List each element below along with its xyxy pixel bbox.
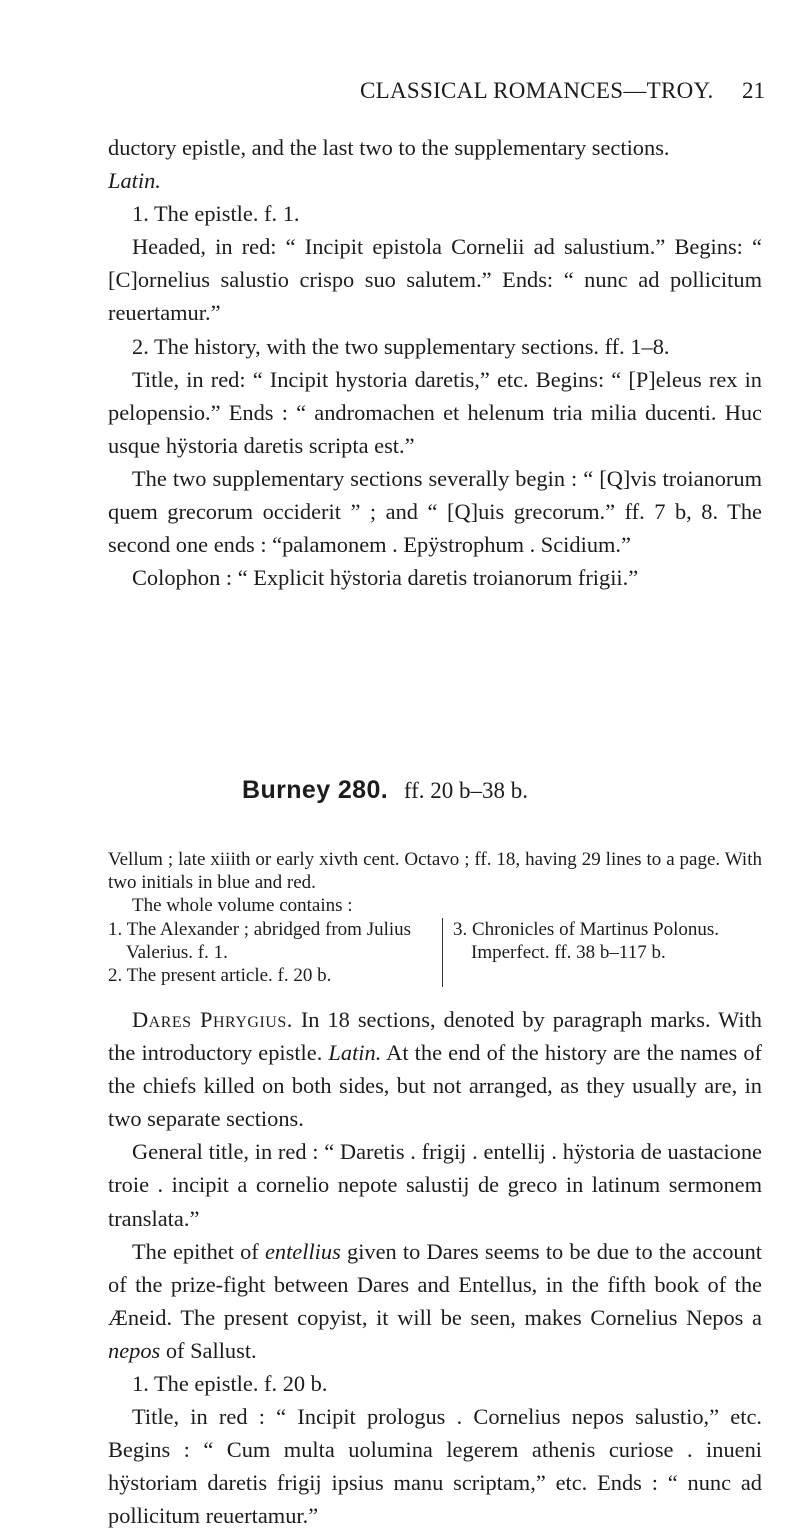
manuscript-heading — [242, 776, 742, 805]
prologue-incipit: Title, in red : “ Incipit prologus . Cornelius nepos salustio,” etc. Begins : “ Cum multa uolumina legerem athenis curiose . inueni hÿstoriam daretis frigij ipsius manu scriptam,” etc. Ends : “ nunc ad pollicitum reuertamur.” — [108, 1404, 762, 1529]
contents-left-column — [108, 918, 442, 988]
history-incipit: Title, in red: “ Incipit hystoria daretis,” etc. Begins: “ [P]eleus rex in pelopensio.” Ends : “ andromachen et helenum tria milia ducenti. Huc usque hÿstoria daretis scripta est.” — [108, 366, 762, 458]
general-title: General title, in red : “ Daretis . frigij . entellij . hÿstoria de uastacione troie . incipit a cornelio nepote salustij de greco in latinum sermonem translata.” — [108, 1139, 762, 1231]
physical-description: Vellum ; late xiiith or early xivth cent. Octavo ; ff. 18, having 29 lines to a page. With two initials in blue and red. — [108, 849, 762, 894]
bottom-section — [108, 1003, 762, 1533]
contents-item: 3. Chronicles of Martinus Polonus. Imperfect. ff. 38 b–117 b. — [453, 918, 719, 963]
contents-right-column — [442, 918, 753, 988]
manuscript-description — [108, 848, 762, 987]
item-epistle: 1. The epistle. f. 1. — [132, 201, 300, 227]
contents-columns — [108, 918, 762, 988]
language-note: Latin. — [108, 168, 161, 194]
paragraph-continuation: ductory epistle, and the last two to the supplementary sections. — [108, 135, 670, 160]
epistle-incipit: Headed, in red: “ Incipit epistola Cornelii ad salustium.” Begins: “ [C]ornelius salustio crispo suo salutem.” Ends: “ nunc ad pollicitum reuertamur.” — [108, 234, 762, 326]
epithet-note: The epithet of entellius given to Dares seems to be due to the account of the prize-fight between Dares and Entellus, in the fifth book of the Æneid. The present copyist, it will be seen, makes Cornelius Nepos a nepos of Sallust. — [108, 1238, 762, 1363]
contents-intro: The whole volume contains : — [132, 895, 353, 917]
article-intro: Dares Phrygius. In 18 sections, denoted by paragraph marks. With the introductory epistle. Latin. At the end of the history are the names of the chiefs killed on both sides, but not arranged, as they usually are, in two separate sections. — [108, 1007, 763, 1132]
manuscript-shelfmark: Burney 280. — [242, 776, 389, 804]
colophon: Colophon : “ Explicit hÿstoria daretis troianorum frigii.” — [132, 565, 639, 591]
contents-item: 1. The Alexander ; abridged from Julius Valerius. f. 1. — [108, 918, 412, 963]
top-section — [108, 131, 762, 594]
supplementary-sections: The two supplementary sections severally begin : “ [Q]vis troianorum quem grecorum occiderit ” ; and “ [Q]uis grecorum.” ff. 7 b, 8. The second one ends : “palamonem . Epÿstrophum . Scidium.” — [108, 465, 762, 558]
running-title: CLASSICAL ROMANCES—TROY. — [360, 78, 714, 103]
manuscript-folios: ff. 20 b–38 b. — [403, 778, 529, 803]
contents-item: 2. The present article. f. 20 b. — [108, 965, 332, 987]
item-history: 2. The history, with the two supplementary sections. ff. 1–8. — [132, 333, 670, 359]
author-name: Dares Phrygius. — [132, 1007, 293, 1032]
page-number: 21 — [742, 78, 765, 103]
item-epistle-2: 1. The epistle. f. 20 b. — [132, 1371, 328, 1397]
